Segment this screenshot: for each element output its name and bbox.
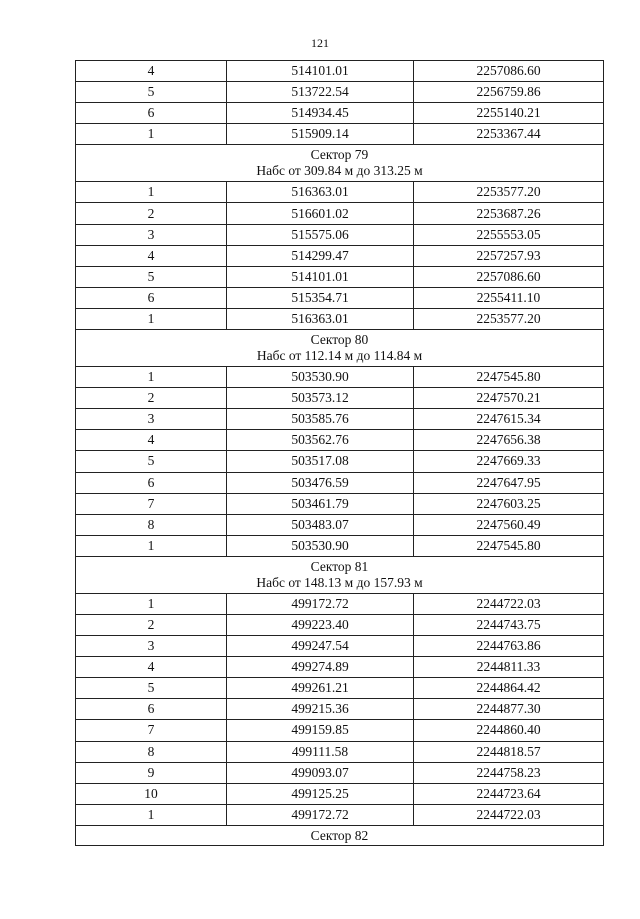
y-coordinate-cell: 2257257.93	[414, 245, 604, 266]
x-coordinate-cell: 515909.14	[227, 124, 414, 145]
table-row	[76, 678, 604, 699]
table-row	[76, 61, 604, 82]
y-coordinate-cell: 2247669.33	[414, 451, 604, 472]
table-row	[76, 762, 604, 783]
point-number-cell: 5	[76, 451, 227, 472]
point-number-cell: 2	[76, 614, 227, 635]
point-number-cell: 6	[76, 287, 227, 308]
y-coordinate-cell: 2244860.40	[414, 720, 604, 741]
y-coordinate-cell: 2247615.34	[414, 409, 604, 430]
point-number-cell: 4	[76, 657, 227, 678]
y-coordinate-cell: 2255140.21	[414, 103, 604, 124]
y-coordinate-cell: 2244818.57	[414, 741, 604, 762]
point-number-cell: 1	[76, 367, 227, 388]
y-coordinate-cell: 2256759.86	[414, 82, 604, 103]
x-coordinate-cell: 503573.12	[227, 388, 414, 409]
table-row	[76, 493, 604, 514]
y-coordinate-cell: 2247545.80	[414, 535, 604, 556]
sector-header-cell	[76, 825, 604, 845]
table-row	[76, 741, 604, 762]
sector-elevation-range: Набс от 148.13 м до 157.93 м	[256, 574, 423, 590]
table-row	[76, 82, 604, 103]
sector-title: Сектор 80	[310, 332, 369, 348]
point-number-cell: 9	[76, 762, 227, 783]
x-coordinate-cell: 516601.02	[227, 203, 414, 224]
point-number-cell: 3	[76, 636, 227, 657]
x-coordinate-cell: 514101.01	[227, 61, 414, 82]
table-row	[76, 804, 604, 825]
point-number-cell: 4	[76, 430, 227, 451]
point-number-cell: 8	[76, 741, 227, 762]
sector-title: Сектор 82	[310, 827, 369, 843]
x-coordinate-cell: 503476.59	[227, 472, 414, 493]
y-coordinate-cell: 2253687.26	[414, 203, 604, 224]
point-number-cell: 6	[76, 472, 227, 493]
sector-header-cell	[76, 330, 604, 367]
y-coordinate-cell: 2244763.86	[414, 636, 604, 657]
table-row	[76, 720, 604, 741]
table-row	[76, 614, 604, 635]
table-row	[76, 224, 604, 245]
y-coordinate-cell: 2255553.05	[414, 224, 604, 245]
point-number-cell: 4	[76, 61, 227, 82]
y-coordinate-cell: 2247647.95	[414, 472, 604, 493]
x-coordinate-cell: 499215.36	[227, 699, 414, 720]
x-coordinate-cell: 503530.90	[227, 367, 414, 388]
point-number-cell: 1	[76, 308, 227, 329]
point-number-cell: 5	[76, 678, 227, 699]
point-number-cell: 1	[76, 804, 227, 825]
x-coordinate-cell: 499261.21	[227, 678, 414, 699]
y-coordinate-cell: 2244722.03	[414, 804, 604, 825]
x-coordinate-cell: 514934.45	[227, 103, 414, 124]
table-row	[76, 472, 604, 493]
table-row	[76, 124, 604, 145]
x-coordinate-cell: 514101.01	[227, 266, 414, 287]
y-coordinate-cell: 2244723.64	[414, 783, 604, 804]
table-row	[76, 535, 604, 556]
x-coordinate-cell: 515354.71	[227, 287, 414, 308]
table-row	[76, 182, 604, 203]
table-row	[76, 245, 604, 266]
point-number-cell: 6	[76, 699, 227, 720]
x-coordinate-cell: 516363.01	[227, 182, 414, 203]
x-coordinate-cell: 499111.58	[227, 741, 414, 762]
table-row	[76, 783, 604, 804]
point-number-cell: 1	[76, 182, 227, 203]
x-coordinate-cell: 499223.40	[227, 614, 414, 635]
table-row	[76, 451, 604, 472]
y-coordinate-cell: 2247570.21	[414, 388, 604, 409]
point-number-cell: 6	[76, 103, 227, 124]
x-coordinate-cell: 503517.08	[227, 451, 414, 472]
point-number-cell: 7	[76, 720, 227, 741]
y-coordinate-cell: 2244811.33	[414, 657, 604, 678]
y-coordinate-cell: 2247603.25	[414, 493, 604, 514]
sector-header-row	[76, 556, 604, 593]
point-number-cell: 3	[76, 224, 227, 245]
x-coordinate-cell: 503461.79	[227, 493, 414, 514]
x-coordinate-cell: 499159.85	[227, 720, 414, 741]
table-row	[76, 409, 604, 430]
x-coordinate-cell: 499125.25	[227, 783, 414, 804]
point-number-cell: 2	[76, 203, 227, 224]
x-coordinate-cell: 503530.90	[227, 535, 414, 556]
sector-header-cell	[76, 145, 604, 182]
sector-header-row	[76, 330, 604, 367]
sector-header-cell	[76, 556, 604, 593]
x-coordinate-cell: 503483.07	[227, 514, 414, 535]
y-coordinate-cell: 2253577.20	[414, 182, 604, 203]
x-coordinate-cell: 515575.06	[227, 224, 414, 245]
x-coordinate-cell: 499093.07	[227, 762, 414, 783]
table-row	[76, 699, 604, 720]
point-number-cell: 5	[76, 266, 227, 287]
table-row	[76, 636, 604, 657]
point-number-cell: 4	[76, 245, 227, 266]
sector-header-row	[76, 825, 604, 845]
y-coordinate-cell: 2253367.44	[414, 124, 604, 145]
x-coordinate-cell: 516363.01	[227, 308, 414, 329]
table-row	[76, 514, 604, 535]
y-coordinate-cell: 2257086.60	[414, 61, 604, 82]
x-coordinate-cell: 499172.72	[227, 593, 414, 614]
coordinates-table-body	[76, 61, 604, 846]
x-coordinate-cell: 499247.54	[227, 636, 414, 657]
point-number-cell: 1	[76, 124, 227, 145]
y-coordinate-cell: 2244722.03	[414, 593, 604, 614]
point-number-cell: 5	[76, 82, 227, 103]
x-coordinate-cell: 499274.89	[227, 657, 414, 678]
y-coordinate-cell: 2247656.38	[414, 430, 604, 451]
table-row	[76, 593, 604, 614]
sector-elevation-range: Набс от 309.84 м до 313.25 м	[256, 163, 423, 179]
y-coordinate-cell: 2244877.30	[414, 699, 604, 720]
sector-title: Сектор 81	[310, 558, 369, 574]
table-row	[76, 103, 604, 124]
y-coordinate-cell: 2247560.49	[414, 514, 604, 535]
sector-elevation-range: Набс от 112.14 м до 114.84 м	[256, 348, 423, 364]
coordinates-table	[75, 60, 604, 846]
y-coordinate-cell: 2244864.42	[414, 678, 604, 699]
y-coordinate-cell: 2247545.80	[414, 367, 604, 388]
x-coordinate-cell: 513722.54	[227, 82, 414, 103]
y-coordinate-cell: 2244758.23	[414, 762, 604, 783]
table-row	[76, 657, 604, 678]
point-number-cell: 1	[76, 535, 227, 556]
page-number: 121	[311, 36, 329, 50]
point-number-cell: 8	[76, 514, 227, 535]
table-row	[76, 203, 604, 224]
x-coordinate-cell: 503585.76	[227, 409, 414, 430]
point-number-cell: 3	[76, 409, 227, 430]
table-row	[76, 308, 604, 329]
sector-title: Сектор 79	[310, 147, 369, 163]
table-row	[76, 287, 604, 308]
sector-header-row	[76, 145, 604, 182]
point-number-cell: 2	[76, 388, 227, 409]
y-coordinate-cell: 2257086.60	[414, 266, 604, 287]
y-coordinate-cell: 2255411.10	[414, 287, 604, 308]
point-number-cell: 1	[76, 593, 227, 614]
point-number-cell: 10	[76, 783, 227, 804]
x-coordinate-cell: 514299.47	[227, 245, 414, 266]
table-row	[76, 367, 604, 388]
table-row	[76, 266, 604, 287]
x-coordinate-cell: 499172.72	[227, 804, 414, 825]
y-coordinate-cell: 2253577.20	[414, 308, 604, 329]
table-row	[76, 388, 604, 409]
x-coordinate-cell: 503562.76	[227, 430, 414, 451]
y-coordinate-cell: 2244743.75	[414, 614, 604, 635]
point-number-cell: 7	[76, 493, 227, 514]
table-row	[76, 430, 604, 451]
